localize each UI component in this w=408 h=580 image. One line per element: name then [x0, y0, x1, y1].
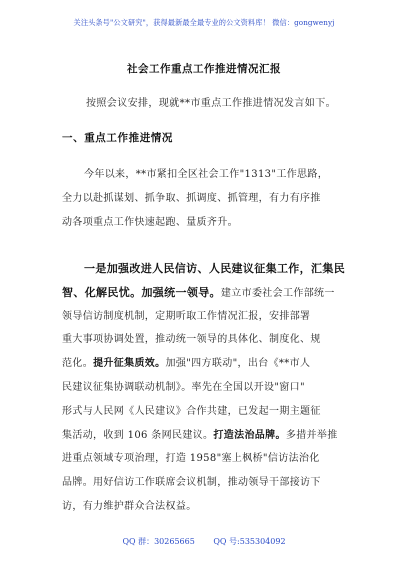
footer-qq-group: QQ 群：30265665 — [122, 537, 195, 546]
paragraph-line: 访，有力维护群众合法权益。 — [62, 500, 197, 512]
paragraph-line: 品牌。用好信访工作联席会议机制，推动领导干部接访下 — [62, 477, 321, 489]
bold-keyword: 提升征集质效。 — [93, 358, 166, 370]
bold-keyword: 打造法治品牌。 — [213, 429, 286, 441]
section-heading-1: 一、重点工作推进情况 — [62, 132, 173, 144]
body-text: 建立市委社会工作部统一 — [220, 287, 335, 299]
paragraph-line: 重大事项协调处置，推动统一领导的具体化、制度化、规 — [62, 334, 321, 346]
header-notice: 关注头条号"公文研究"，获得最新最全最专业的公文资料库！ 微信：gongwenyj — [73, 18, 335, 27]
paragraph-overview — [62, 163, 352, 234]
body-text: 集活动，收到 106 条网民建议。 — [62, 429, 214, 441]
paragraph-line: 进重点领域专项治理，打造 1958"塞上枫桥"信访法治化 — [62, 453, 320, 465]
paragraph-line: 形式与人民网《人民建议》合作共建，已发起一期主题征 — [62, 405, 321, 417]
footer-qq-number: QQ 号:535304092 — [213, 537, 286, 546]
paragraph-line: 领导信访制度机制，定期听取工作情况汇报，安排部署 — [62, 310, 311, 322]
footer-contact — [0, 536, 408, 547]
paragraph-line: 动各项重点工作快速起跑、量质齐升。 — [62, 216, 238, 228]
bold-heading-text: 一是加强改进人民信访、人民建议征集工作，汇集民 — [84, 262, 346, 275]
paragraph-line — [62, 257, 352, 281]
paragraph-line — [62, 424, 352, 448]
document-title: 社会工作重点工作推进情况汇报 — [127, 63, 281, 75]
paragraph-line: 民建议征集协调联动机制》。率先在全国以开设"窗口" — [62, 381, 305, 393]
body-text: 多措并举推 — [285, 429, 338, 441]
paragraph-line: 全力以赴抓谋划、抓争取、抓调度、抓管理，有力有序推 — [62, 192, 321, 204]
intro-paragraph: 按照会议安排，现就**市重点工作推进情况发言如下。 — [86, 98, 336, 109]
paragraph-line: 今年以来，**市紧扣全区社会工作"1313"工作思路， — [84, 169, 329, 180]
paragraph-petitions — [62, 257, 352, 519]
body-text: 加强"四方联动"，出台《**市人 — [165, 358, 311, 370]
body-text: 范化。 — [62, 358, 94, 370]
paragraph-line — [62, 281, 352, 305]
bold-heading-text: 智、化解民忧。加强统一领导。 — [62, 285, 221, 299]
paragraph-line — [62, 352, 352, 376]
